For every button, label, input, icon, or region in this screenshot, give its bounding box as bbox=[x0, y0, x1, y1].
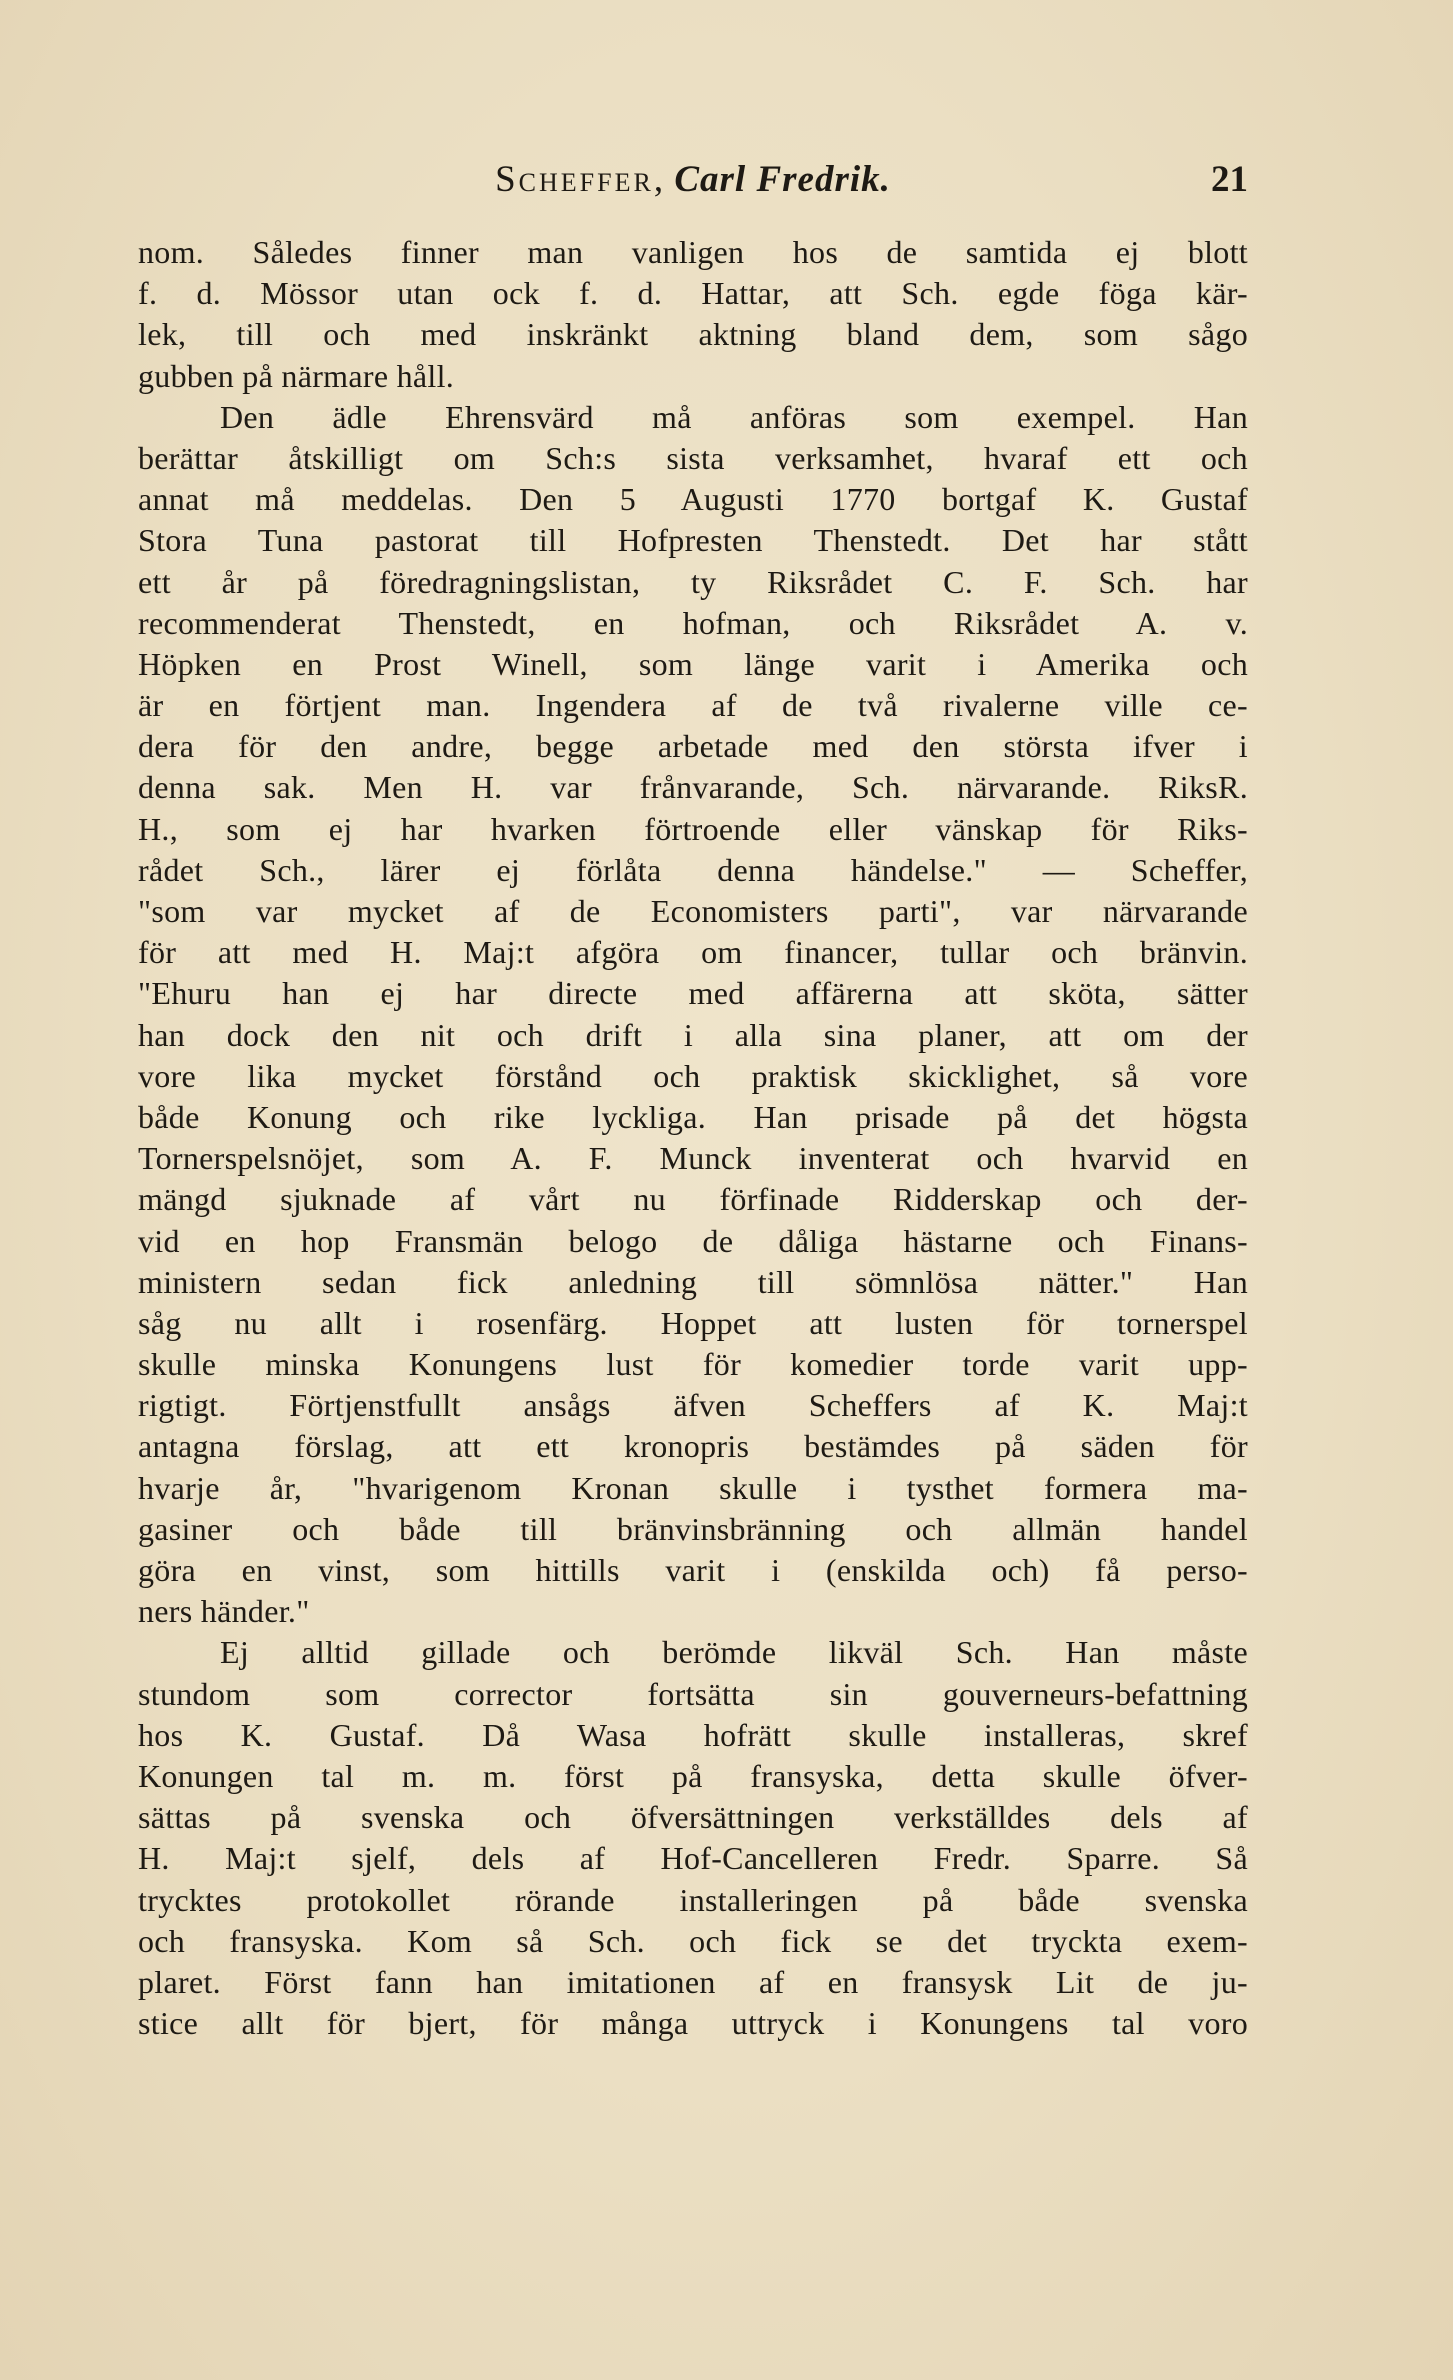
page-number: 21 bbox=[1211, 159, 1248, 200]
text-line: vore lika mycket förstånd och praktisk skicklighet, så vore bbox=[138, 1057, 1248, 1094]
text-line: Höpken en Prost Winell, som länge varit i Amerika och bbox=[138, 645, 1248, 682]
running-head bbox=[138, 158, 1248, 201]
text-line: hvarje år, "hvarigenom Kronan skulle i tysthet formera ma- bbox=[138, 1469, 1248, 1506]
text-line: "som var mycket af de Economisters parti", var närvarande bbox=[138, 893, 1248, 929]
text-line: rigtigt. Förtjenstfullt ansågs äfven Scheffers af K. Maj:t bbox=[138, 1387, 1248, 1424]
text-line: såg nu allt i rosenfärg. Hoppet att lusten för tornerspel bbox=[138, 1304, 1248, 1341]
text-line: nom. Således finner man vanligen hos de samtida ej blott bbox=[138, 234, 1248, 270]
text-line: ett år på föredragningslistan, ty Riksrådet C. F. Sch. har bbox=[138, 563, 1248, 600]
text-line: gubben på närmare håll. bbox=[138, 357, 455, 394]
text-line: rådet Sch., lärer ej förlåta denna händelse." — Scheffer, bbox=[138, 851, 1248, 888]
running-head-name: Carl Fredrik. bbox=[674, 159, 891, 200]
text-line: lek, till och med inskränkt aktning bland dem, som sågo bbox=[138, 316, 1248, 353]
text-line: ministern sedan fick anledning till sömnlösa nätter." Han bbox=[138, 1263, 1248, 1300]
text-line: för att med H. Maj:t afgöra om financer, tullar och bränvin. bbox=[138, 934, 1248, 971]
text-line: antagna förslag, att ett kronopris bestämdes på säden för bbox=[138, 1428, 1248, 1465]
text-line: ners händer." bbox=[138, 1593, 310, 1630]
text-line: stundom som corrector fortsätta sin gouverneurs-befattning bbox=[138, 1675, 1248, 1712]
running-head-separator: , bbox=[653, 159, 675, 200]
text-line: stice allt för bjert, för många uttryck i Konungens tal voro bbox=[138, 2005, 1248, 2042]
text-line: och fransyska. Kom så Sch. och fick se det tryckta exem- bbox=[138, 1922, 1248, 1959]
text-line: både Konung och rike lyckliga. Han prisade på det högsta bbox=[138, 1098, 1248, 1135]
text-line: plaret. Först fann han imitationen af en fransysk Lit de ju- bbox=[138, 1963, 1248, 2000]
text-line: Konungen tal m. m. först på fransyska, detta skulle öfver- bbox=[138, 1757, 1248, 1794]
body-text bbox=[138, 232, 1248, 2044]
text-line: gasiner och både till bränvinsbränning och allmän handel bbox=[138, 1510, 1248, 1547]
text-line: recommenderat Thenstedt, en hofman, och Riksrådet A. v. bbox=[138, 604, 1248, 641]
text-line: skulle minska Konungens lust för komedier torde varit upp- bbox=[138, 1346, 1248, 1383]
text-line: Tornerspelsnöjet, som A. F. Munck inventerat och hvarvid en bbox=[138, 1140, 1248, 1177]
text-line: han dock den nit och drift i alla sina planer, att om der bbox=[138, 1016, 1248, 1053]
text-line: vid en hop Fransmän belogo de dåliga hästarne och Finans- bbox=[138, 1222, 1248, 1259]
text-line: är en förtjent man. Ingendera af de två rivalerne ville ce- bbox=[138, 687, 1248, 724]
text-line: denna sak. Men H. var frånvarande, Sch. närvarande. RiksR. bbox=[138, 769, 1248, 806]
text-line: Stora Tuna pastorat till Hofpresten Thenstedt. Det har stått bbox=[138, 522, 1248, 559]
text-line: trycktes protokollet rörande installeringen på både svenska bbox=[138, 1881, 1248, 1918]
text-line: mängd sjuknade af vårt nu förfinade Ridderskap och der- bbox=[138, 1181, 1248, 1218]
text-line: H., som ej har hvarken förtroende eller vänskap för Riks- bbox=[138, 810, 1248, 847]
text-line: annat må meddelas. Den 5 Augusti 1770 bortgaf K. Gustaf bbox=[138, 481, 1248, 518]
text-line: göra en vinst, som hittills varit i (enskilda och) få perso- bbox=[138, 1552, 1248, 1588]
text-line: Den ädle Ehrensvärd må anföras som exempel. Han bbox=[220, 398, 1248, 435]
text-line: "Ehuru han ej har directe med affärerna att sköta, sätter bbox=[138, 975, 1248, 1012]
text-line: Ej alltid gillade och berömde likväl Sch. Han måste bbox=[220, 1634, 1248, 1671]
text-line: dera för den andre, begge arbetade med den största ifver i bbox=[138, 728, 1248, 765]
page-header bbox=[138, 158, 1248, 208]
running-head-author: Scheffer bbox=[495, 159, 654, 200]
text-line: H. Maj:t sjelf, dels af Hof-Cancelleren Fredr. Sparre. Så bbox=[138, 1840, 1248, 1877]
text-line: f. d. Mössor utan ock f. d. Hattar, att Sch. egde föga kär- bbox=[138, 275, 1248, 312]
text-line: hos K. Gustaf. Då Wasa hofrätt skulle installeras, skref bbox=[138, 1716, 1248, 1753]
text-line: sättas på svenska och öfversättningen verkställdes dels af bbox=[138, 1799, 1248, 1836]
text-line: berättar åtskilligt om Sch:s sista verksamhet, hvaraf ett och bbox=[138, 439, 1248, 476]
